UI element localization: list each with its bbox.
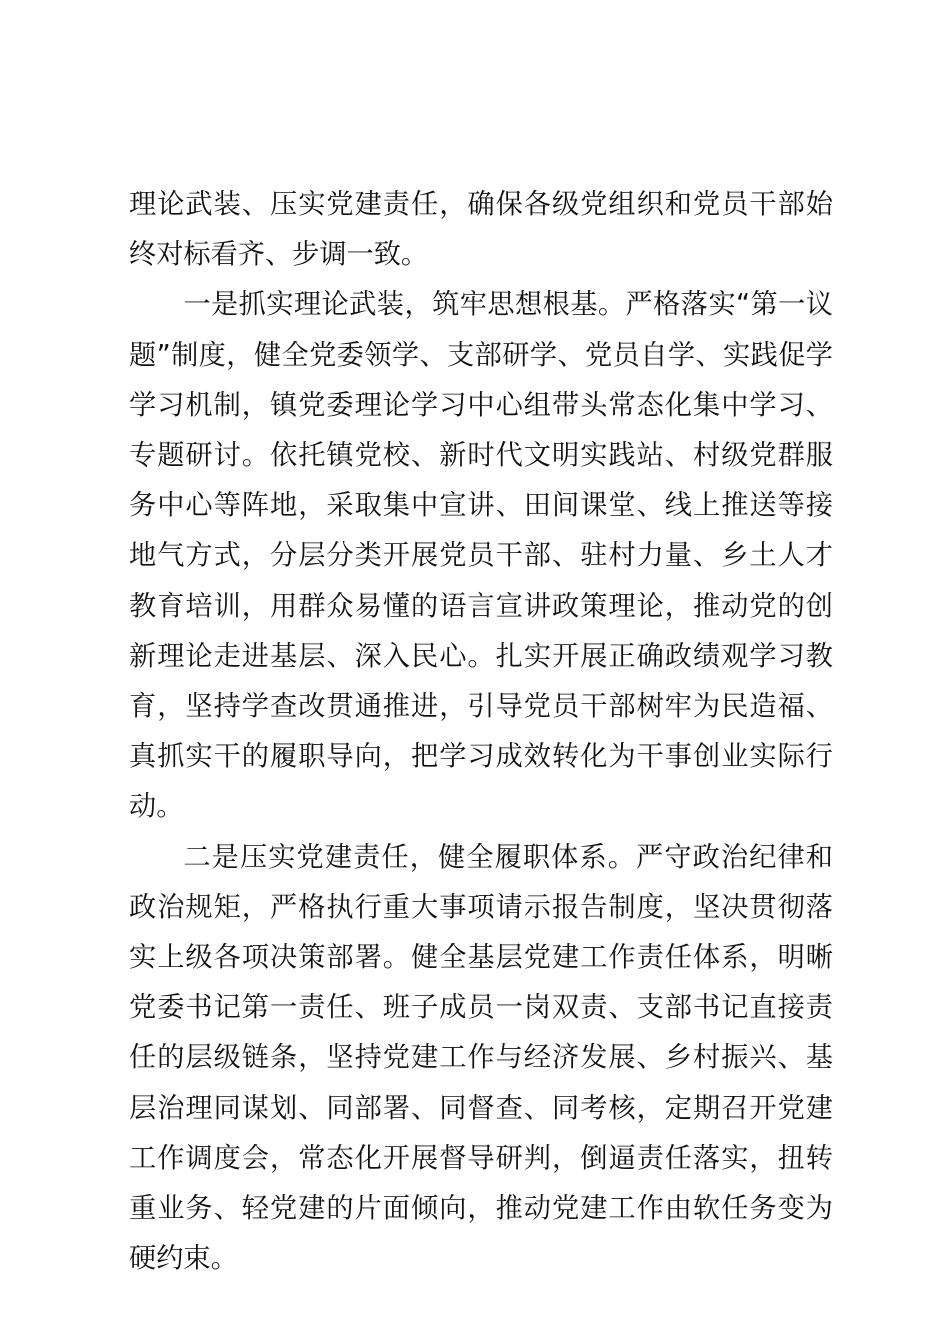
body-text	[129, 180, 833, 1284]
paragraph-theory-study: 一是抓实理论武装，筑牢思想根基。严格落实“第一议题”制度，健全党委领学、支部研学、党员自学、实践促学学习机制，镇党委理论学习中心组带头常态化集中学习、专题研讨。依托镇党校、新时代文明实践站、村级党群服务中心等阵地，采取集中宣讲、田间课堂、线上推送等接地气方式，分层分类开展党员干部、驻村力量、乡土人才教育培训，用群众易懂的语言宣讲政策理论，推动党的创新理论走进基层、深入民心。扎实开展正确政绩观学习教育，坚持学查改贯通推进，引导党员干部树牢为民造福、真抓实干的履职导向，把学习成效转化为干事创业实际行动。	[129, 289, 833, 823]
paragraph-continuation: 理论武装、压实党建责任，确保各级党组织和党员干部始终对标看齐、步调一致。	[129, 189, 833, 271]
paragraph-party-responsibility: 二是压实党建责任，健全履职体系。严守政治纪律和政治规矩，严格执行重大事项请示报告制度，坚决贯彻落实上级各项决策部署。健全基层党建工作责任体系，明晰党委书记第一责任、班子成员一岗双责、支部书记直接责任的层级链条，坚持党建工作与经济发展、乡村振兴、基层治理同谋划、同部署、同督查、同考核，定期召开党建工作调度会，常态化开展督导研判，倒逼责任落实，扭转重业务、轻党建的片面倾向，推动党建工作由软任务变为硬约束。	[129, 841, 833, 1275]
